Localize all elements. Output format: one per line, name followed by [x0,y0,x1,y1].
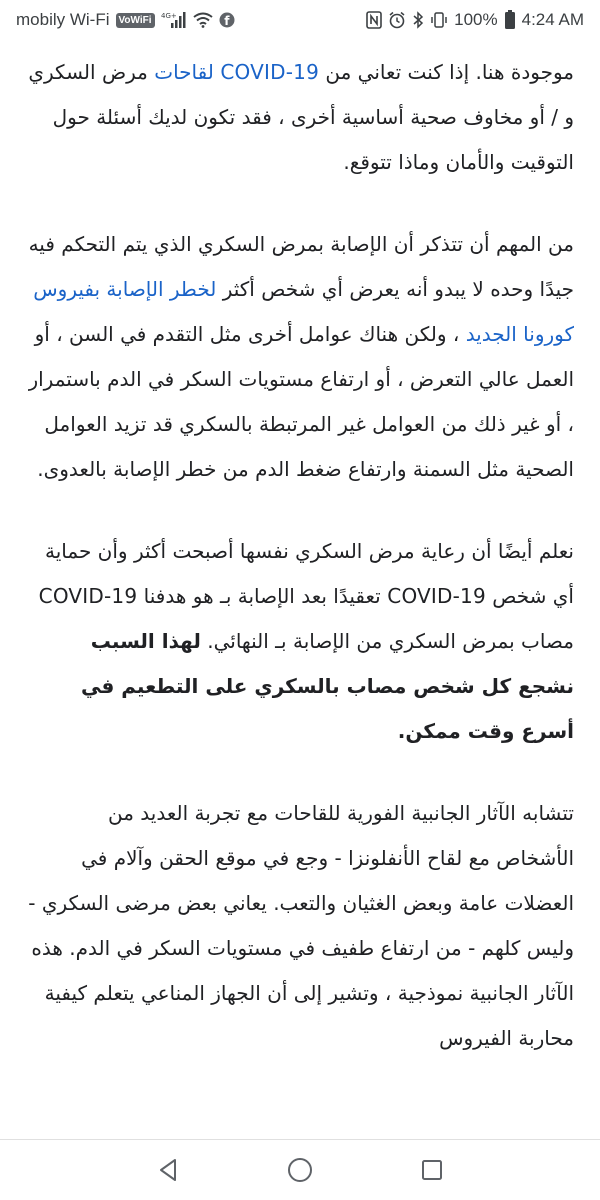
bluetooth-icon [412,11,424,29]
wifi-icon [193,12,213,28]
status-bar [0,0,600,40]
back-button[interactable] [146,1148,190,1192]
recents-icon [420,1158,444,1182]
status-left [16,10,235,30]
paragraph-2-text-b: ، ولكن هناك عوامل أخرى مثل التقدم في السن ، أو العمل عالي التعرض ، أو ارتفاع مستويات السكر في الدم باستمرار ، أو غير ذلك من العوامل غير المرتبطة بالسكري قد تزيد العوامل الصحية مثل السمنة وارتفاع ضغط الدم من خطر الإصابة بالعدوى. [28,322,574,481]
paragraph-3 [28,529,574,754]
coronavirus-risk-link[interactable]: لخطر الإصابة بفيروس كورونا الجديد [33,277,574,346]
home-button[interactable] [278,1148,322,1192]
article-body [28,50,574,1140]
back-icon [155,1157,181,1183]
covid-vaccines-link[interactable]: COVID-19 لقاحات [154,60,319,84]
paragraph-3-bold-text: لهذا السبب نشجع كل شخص مصاب بالسكري على التطعيم في أسرع وقت ممكن. [80,629,574,743]
navigation-bar [0,1139,600,1200]
alarm-icon [388,11,406,29]
clock-time: 4:24 AM [521,10,584,29]
paragraph-2-text-a: من المهم أن تتذكر أن الإصابة بمرض السكري الذي يتم التحكم فيه جيدًا وحده لا يبدو أنه يعرض أي شخص أكثر [28,232,574,301]
paragraph-1 [28,50,574,185]
status-right [366,10,584,30]
vibrate-icon [430,11,448,29]
network-type-label: 4G+ [160,12,177,20]
signal-icon [161,11,187,29]
vowifi-badge: VoWiFi [116,13,155,28]
paragraph-1-text-a: موجودة هنا. إذا كنت تعاني من [319,60,574,84]
recents-button[interactable] [410,1148,454,1192]
home-icon [286,1156,314,1184]
battery-icon [504,10,516,30]
svg-text:f: f [223,14,229,28]
paragraph-4 [28,791,574,1061]
carrier-label: mobily Wi-Fi [16,10,110,29]
nfc-icon [366,11,382,29]
paragraph-4-text: تتشابه الآثار الجانبية الفورية للقاحات مع تجربة العديد من الأشخاص مع لقاح الأنفلونزا - وجع في موقع الحقن وآلام في العضلات عامة وبعض الغثيان والتعب. يعاني بعض مرضى السكري - وليس كلهم - من ارتفاع طفيف في مستويات السكر في الدم. هذه الآثار الجانبية نموذجية ، وتشير إلى أن الجهاز المناعي يتعلم كيفية محاربة الفيروس [28,801,574,1050]
paragraph-2 [28,222,574,492]
facebook-icon [219,12,235,28]
paragraph-3-text-a: نعلم أيضًا أن رعاية مرض السكري نفسها أصبحت أكثر وأن حماية أي شخص COVID-19 تعقيدًا بعد الإصابة بـ هو هدفنا COVID-19 مصاب بمرض السكري من الإصابة بـ النهائي. [38,539,574,653]
paragraph-1-text-b: مرض السكري و / أو مخاوف صحية أساسية أخرى ، فقد تكون لديك أسئلة حول التوقيت والأمان وماذا تتوقع. [28,60,574,174]
battery-percent: 100% [454,10,498,29]
